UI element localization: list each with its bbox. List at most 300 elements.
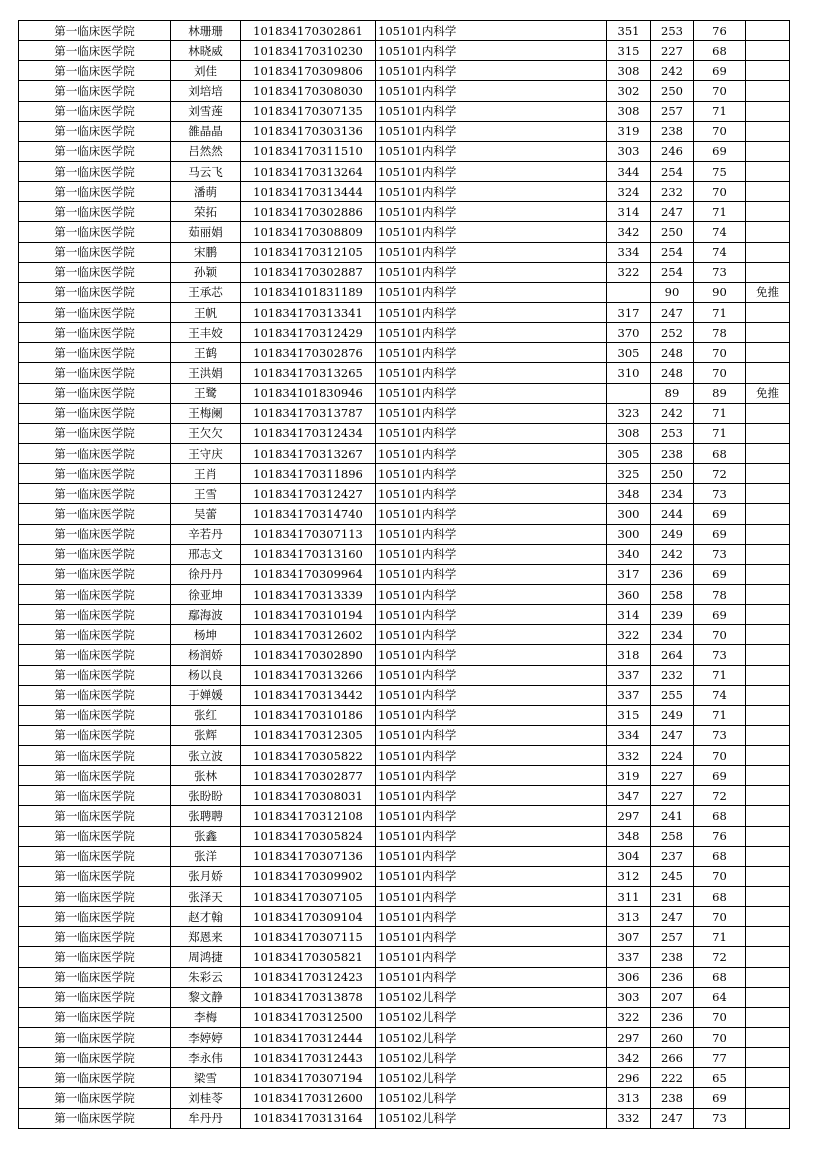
college-cell: 第一临床医学院 [19,383,171,403]
score-b-cell: 246 [651,141,694,161]
total-cell: 69 [694,605,746,625]
score-a-cell [607,282,651,302]
note-cell [746,665,790,685]
note-cell [746,484,790,504]
score-a-cell: 308 [607,101,651,121]
major-cell: 105101内科学 [376,826,607,846]
table-row [19,705,790,725]
student-id-cell: 101834170307115 [241,927,376,947]
student-id-cell: 101834170313265 [241,363,376,383]
table-row [19,141,790,161]
student-id-cell: 101834170309806 [241,61,376,81]
total-cell: 70 [694,746,746,766]
note-cell [746,464,790,484]
name-cell: 刘培培 [171,81,241,101]
college-cell: 第一临床医学院 [19,282,171,302]
college-cell: 第一临床医学院 [19,121,171,141]
college-cell: 第一临床医学院 [19,1048,171,1068]
note-cell [746,746,790,766]
total-cell: 70 [694,182,746,202]
score-b-cell: 245 [651,866,694,886]
college-cell: 第一临床医学院 [19,323,171,343]
major-cell: 105101内科学 [376,866,607,886]
table-row [19,665,790,685]
table-row [19,846,790,866]
score-b-cell: 266 [651,1048,694,1068]
table-row [19,302,790,322]
major-cell: 105101内科学 [376,846,607,866]
table-row [19,343,790,363]
score-a-cell: 313 [607,907,651,927]
score-a-cell: 315 [607,41,651,61]
college-cell: 第一临床医学院 [19,1007,171,1027]
score-b-cell: 241 [651,806,694,826]
college-cell: 第一临床医学院 [19,302,171,322]
student-id-cell: 101834170311510 [241,141,376,161]
total-cell: 70 [694,121,746,141]
total-cell: 71 [694,101,746,121]
score-a-cell: 370 [607,323,651,343]
score-b-cell: 257 [651,101,694,121]
student-id-cell: 101834170313264 [241,161,376,181]
major-cell: 105101内科学 [376,927,607,947]
total-cell: 73 [694,544,746,564]
note-cell [746,766,790,786]
score-a-cell: 322 [607,625,651,645]
note-cell [746,907,790,927]
total-cell: 74 [694,242,746,262]
note-cell [746,41,790,61]
note-cell [746,302,790,322]
table-row [19,826,790,846]
name-cell: 王承芯 [171,282,241,302]
score-b-cell: 234 [651,484,694,504]
score-b-cell: 236 [651,564,694,584]
score-a-cell: 314 [607,202,651,222]
college-cell: 第一临床医学院 [19,423,171,443]
note-cell [746,61,790,81]
major-cell: 105101内科学 [376,222,607,242]
total-cell: 69 [694,524,746,544]
name-cell: 王帆 [171,302,241,322]
score-b-cell: 249 [651,705,694,725]
score-a-cell: 342 [607,222,651,242]
name-cell: 于婵媛 [171,685,241,705]
score-b-cell: 248 [651,343,694,363]
score-b-cell: 252 [651,323,694,343]
table-row [19,786,790,806]
name-cell: 马云飞 [171,161,241,181]
major-cell: 105101内科学 [376,605,607,625]
student-id-cell: 101834170302876 [241,343,376,363]
score-a-cell: 311 [607,887,651,907]
total-cell: 70 [694,1007,746,1027]
score-a-cell: 297 [607,1028,651,1048]
student-id-cell: 101834170310194 [241,605,376,625]
student-id-cell: 101834170303136 [241,121,376,141]
total-cell: 70 [694,866,746,886]
major-cell: 105101内科学 [376,343,607,363]
college-cell: 第一临床医学院 [19,605,171,625]
student-id-cell: 101834170307135 [241,101,376,121]
major-cell: 105101内科学 [376,121,607,141]
name-cell: 黎文静 [171,987,241,1007]
score-a-cell: 319 [607,766,651,786]
major-cell: 105101内科学 [376,202,607,222]
student-id-cell: 101834170312500 [241,1007,376,1027]
score-b-cell: 258 [651,826,694,846]
score-b-cell: 247 [651,202,694,222]
college-cell: 第一临床医学院 [19,927,171,947]
note-cell [746,564,790,584]
major-cell: 105101内科学 [376,806,607,826]
name-cell: 周鸿捷 [171,947,241,967]
note-cell [746,1108,790,1128]
major-cell: 105102儿科学 [376,1028,607,1048]
table-row [19,1108,790,1128]
student-id-cell: 101834170312443 [241,1048,376,1068]
table-row [19,766,790,786]
table-row [19,746,790,766]
name-cell: 林珊珊 [171,21,241,41]
score-b-cell: 254 [651,161,694,181]
table-row [19,363,790,383]
major-cell: 105101内科学 [376,947,607,967]
note-cell [746,423,790,443]
score-a-cell: 314 [607,605,651,625]
name-cell: 张洋 [171,846,241,866]
score-b-cell: 253 [651,423,694,443]
college-cell: 第一临床医学院 [19,182,171,202]
college-cell: 第一临床医学院 [19,524,171,544]
score-a-cell: 296 [607,1068,651,1088]
college-cell: 第一临床医学院 [19,947,171,967]
major-cell: 105101内科学 [376,242,607,262]
table-row [19,564,790,584]
total-cell: 72 [694,947,746,967]
college-cell: 第一临床医学院 [19,202,171,222]
major-cell: 105101内科学 [376,423,607,443]
college-cell: 第一临床医学院 [19,987,171,1007]
score-b-cell: 260 [651,1028,694,1048]
student-id-cell: 101834170313442 [241,685,376,705]
table-row [19,383,790,403]
college-cell: 第一临床医学院 [19,725,171,745]
score-a-cell: 334 [607,242,651,262]
college-cell: 第一临床医学院 [19,826,171,846]
student-id-cell: 101834170312427 [241,484,376,504]
student-id-cell: 101834170302861 [241,21,376,41]
score-a-cell: 307 [607,927,651,947]
table-row [19,524,790,544]
note-cell: 免推 [746,282,790,302]
college-cell: 第一临床医学院 [19,1088,171,1108]
score-a-cell: 302 [607,81,651,101]
score-b-cell: 238 [651,1088,694,1108]
college-cell: 第一临床医学院 [19,625,171,645]
score-a-cell: 360 [607,584,651,604]
total-cell: 69 [694,766,746,786]
table-row [19,202,790,222]
name-cell: 宋鹏 [171,242,241,262]
total-cell: 72 [694,786,746,806]
major-cell: 105101内科学 [376,786,607,806]
total-cell: 71 [694,705,746,725]
college-cell: 第一临床医学院 [19,504,171,524]
total-cell: 71 [694,665,746,685]
college-cell: 第一临床医学院 [19,1028,171,1048]
score-a-cell: 351 [607,21,651,41]
score-a-cell: 317 [607,302,651,322]
name-cell: 杨润娇 [171,645,241,665]
college-cell: 第一临床医学院 [19,967,171,987]
table-row [19,947,790,967]
table-row [19,927,790,947]
total-cell: 68 [694,806,746,826]
score-b-cell: 244 [651,504,694,524]
major-cell: 105101内科学 [376,484,607,504]
major-cell: 105101内科学 [376,101,607,121]
score-a-cell: 300 [607,524,651,544]
student-id-cell: 101834170312105 [241,242,376,262]
total-cell: 65 [694,1068,746,1088]
name-cell: 牟丹丹 [171,1108,241,1128]
score-a-cell: 308 [607,423,651,443]
note-cell [746,443,790,463]
table-row [19,645,790,665]
total-cell: 68 [694,967,746,987]
score-b-cell: 236 [651,967,694,987]
table-row [19,1088,790,1108]
note-cell [746,584,790,604]
major-cell: 105101内科学 [376,302,607,322]
table-row [19,61,790,81]
student-id-cell: 101834170305821 [241,947,376,967]
note-cell [746,403,790,423]
total-cell: 76 [694,826,746,846]
score-a-cell: 348 [607,826,651,846]
table-row [19,544,790,564]
note-cell [746,1088,790,1108]
table-row [19,725,790,745]
student-id-cell: 101834170312602 [241,625,376,645]
note-cell [746,987,790,1007]
student-id-cell: 101834170311896 [241,464,376,484]
student-id-cell: 101834101831189 [241,282,376,302]
score-b-cell: 242 [651,544,694,564]
major-cell: 105101内科学 [376,323,607,343]
name-cell: 雒晶晶 [171,121,241,141]
note-cell [746,645,790,665]
table-row [19,806,790,826]
major-cell: 105102儿科学 [376,1007,607,1027]
total-cell: 76 [694,21,746,41]
name-cell: 杨坤 [171,625,241,645]
note-cell [746,222,790,242]
name-cell: 张辉 [171,725,241,745]
score-a-cell: 340 [607,544,651,564]
major-cell: 105101内科学 [376,81,607,101]
score-a-cell: 306 [607,967,651,987]
name-cell: 赵才翰 [171,907,241,927]
student-id-cell: 101834170312444 [241,1028,376,1048]
total-cell: 70 [694,907,746,927]
total-cell: 68 [694,443,746,463]
student-id-cell: 101834170302890 [241,645,376,665]
score-a-cell: 322 [607,1007,651,1027]
score-b-cell: 239 [651,605,694,625]
score-b-cell: 248 [651,363,694,383]
name-cell: 潘萌 [171,182,241,202]
table-row [19,1068,790,1088]
score-b-cell: 242 [651,403,694,423]
total-cell: 70 [694,343,746,363]
table-row [19,1028,790,1048]
table-row [19,222,790,242]
major-cell: 105101内科学 [376,41,607,61]
total-cell: 77 [694,1048,746,1068]
major-cell: 105101内科学 [376,705,607,725]
name-cell: 李婷婷 [171,1028,241,1048]
note-cell: 免推 [746,383,790,403]
major-cell: 105101内科学 [376,625,607,645]
name-cell: 张月娇 [171,866,241,886]
score-a-cell: 322 [607,262,651,282]
score-a-cell: 305 [607,443,651,463]
name-cell: 茹丽娟 [171,222,241,242]
name-cell: 王守庆 [171,443,241,463]
note-cell [746,846,790,866]
student-id-cell: 101834170308031 [241,786,376,806]
major-cell: 105101内科学 [376,504,607,524]
major-cell: 105101内科学 [376,907,607,927]
student-id-cell: 101834170305822 [241,746,376,766]
student-id-cell: 101834170309104 [241,907,376,927]
score-a-cell: 305 [607,343,651,363]
student-id-cell: 101834170307194 [241,1068,376,1088]
college-cell: 第一临床医学院 [19,645,171,665]
name-cell: 张盼盼 [171,786,241,806]
college-cell: 第一临床医学院 [19,806,171,826]
major-cell: 105102儿科学 [376,1088,607,1108]
name-cell: 杨以良 [171,665,241,685]
college-cell: 第一临床医学院 [19,443,171,463]
major-cell: 105101内科学 [376,363,607,383]
table-row [19,262,790,282]
table-row [19,423,790,443]
college-cell: 第一临床医学院 [19,887,171,907]
name-cell: 徐丹丹 [171,564,241,584]
total-cell: 74 [694,685,746,705]
student-id-cell: 101834170313444 [241,182,376,202]
total-cell: 74 [694,222,746,242]
score-a-cell: 313 [607,1088,651,1108]
table-row [19,605,790,625]
name-cell: 王鹤 [171,343,241,363]
major-cell: 105101内科学 [376,21,607,41]
score-a-cell [607,383,651,403]
student-id-cell: 101834170310230 [241,41,376,61]
total-cell: 69 [694,141,746,161]
score-a-cell: 300 [607,504,651,524]
table-row [19,41,790,61]
major-cell: 105101内科学 [376,584,607,604]
note-cell [746,866,790,886]
name-cell: 吕然然 [171,141,241,161]
college-cell: 第一临床医学院 [19,584,171,604]
score-b-cell: 250 [651,464,694,484]
major-cell: 105101内科学 [376,262,607,282]
college-cell: 第一临床医学院 [19,685,171,705]
score-b-cell: 258 [651,584,694,604]
total-cell: 70 [694,81,746,101]
score-b-cell: 247 [651,302,694,322]
note-cell [746,504,790,524]
name-cell: 王肖 [171,464,241,484]
score-b-cell: 264 [651,645,694,665]
name-cell: 郑恩来 [171,927,241,947]
student-id-cell: 101834170312305 [241,725,376,745]
name-cell: 李梅 [171,1007,241,1027]
note-cell [746,202,790,222]
student-id-cell: 101834170308809 [241,222,376,242]
score-a-cell: 337 [607,665,651,685]
student-id-cell: 101834170312423 [241,967,376,987]
score-b-cell: 247 [651,907,694,927]
major-cell: 105101内科学 [376,403,607,423]
table-row [19,484,790,504]
college-cell: 第一临床医学院 [19,766,171,786]
total-cell: 73 [694,645,746,665]
major-cell: 105101内科学 [376,61,607,81]
major-cell: 105101内科学 [376,141,607,161]
major-cell: 105101内科学 [376,564,607,584]
score-b-cell: 238 [651,121,694,141]
score-b-cell: 232 [651,665,694,685]
note-cell [746,141,790,161]
name-cell: 李永伟 [171,1048,241,1068]
table-row [19,685,790,705]
student-id-cell: 101834170309902 [241,866,376,886]
college-cell: 第一临床医学院 [19,846,171,866]
total-cell: 68 [694,887,746,907]
college-cell: 第一临床医学院 [19,786,171,806]
total-cell: 73 [694,1108,746,1128]
major-cell: 105101内科学 [376,464,607,484]
name-cell: 鄢海波 [171,605,241,625]
table-row [19,21,790,41]
total-cell: 71 [694,927,746,947]
score-a-cell: 332 [607,1108,651,1128]
note-cell [746,524,790,544]
table-row [19,866,790,886]
name-cell: 刘佳 [171,61,241,81]
score-a-cell: 324 [607,182,651,202]
score-a-cell: 297 [607,806,651,826]
student-id-cell: 101834170312434 [241,423,376,443]
name-cell: 张红 [171,705,241,725]
name-cell: 徐亚坤 [171,584,241,604]
name-cell: 张立波 [171,746,241,766]
score-b-cell: 207 [651,987,694,1007]
note-cell [746,927,790,947]
name-cell: 张聘聘 [171,806,241,826]
name-cell: 王鹭 [171,383,241,403]
score-a-cell: 310 [607,363,651,383]
score-b-cell: 232 [651,182,694,202]
note-cell [746,826,790,846]
score-a-cell: 318 [607,645,651,665]
